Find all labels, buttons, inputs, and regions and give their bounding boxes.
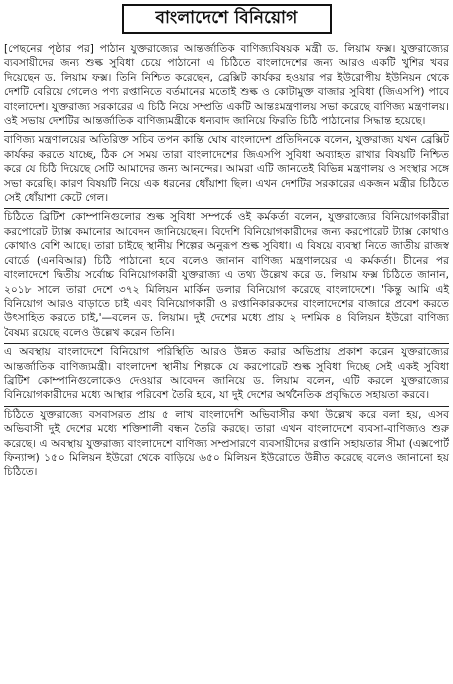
paragraph: বাণিজ্য মন্ত্রণালয়ের অতিরিক্ত সচিব তপন কান্তি ঘোষ বাংলাদেশ প্রতিদিনকে বলেন, যুক্তরাজ্য যখন ব্রেক্সিট কার্যকর করতে যাচ্ছে, ঠিক সে সময় তারা বাংলাদেশের জিএসপি সুবিধা অব্যাহত রাখার বিষয়টি নিশ্চিত করে যে চিঠি দিয়েছে সেটি আমাদের জন্য আনন্দের। আমরা এটি জানতেই বিভিন্ন মন্ত্রণালয় ও সংস্থার সঙ্গে সভা করেছি। কারণ বিষয়টি নিয়ে এক ধরনের ধোঁয়াশা ছিল। এখন দেশটির সরকারের একজন মন্ত্রীর চিঠিতে সেই ধোঁয়াশা কেটে গেল। (4, 131, 449, 205)
paragraph: এ অবস্থায় বাংলাদেশে বিনিয়োগ পরিস্থিতি আরও উন্নত করার অভিপ্রায় প্রকাশ করেন যুক্তরাজ্যের আন্তর্জাতিক বাণিজ্যমন্ত্রী। বাংলাদেশ স্থানীয় শিল্পকে যে করপোরেট শুল্ক সুবিধা দিচ্ছে সেই একই সুবিধা ব্রিটিশ কোম্পানিগুলোকেও দেওয়ার আবেদন জানিয়ে ড. লিয়াম বলেন, এটি করলে যুক্তরাজ্যের বিনিয়োগকারীদের মধ্যে আস্থার পরিবেশ তৈরি হবে, যা দুই দেশের অর্থনৈতিক প্রবৃদ্ধিতে সহায়তা করবে। (4, 343, 449, 403)
paragraph-text: পাঠান যুক্তরাজ্যের আন্তর্জাতিক বাণিজ্যবিষয়ক মন্ত্রী ড. লিয়াম ফক্স। যুক্তরাজ্যের ব্যবসায়ীদের জন্য শুল্ক সুবিধা চেয়ে পাঠানো এ চিঠিতে বাংলাদেশের জন্য আরও একটি খুশির খবর দিয়েছেন ড. লিয়াম ফক্স। তিনি নিশ্চিত করেছেন, ব্রেক্সিট কার্যকর হওয়ার পর ইউরোপীয় ইউনিয়ন থেকে দেশটি বেরিয়ে গেলেও পণ্য রপ্তানিতে বর্তমানের মতোই শুল্ক ও কোটামুক্ত বাজার সুবিধা (জিএসপি) পাবে বাংলাদেশ। যুক্তরাজ্য সরকারের এ চিঠি নিয়ে সম্প্রতি একটি আন্তঃমন্ত্রণালয় সভা করেছে বাণিজ্য মন্ত্রণালয়। ওই সভায় দেশটির আন্তর্জাতিক বাণিজ্যমন্ত্রীকে ধন্যবাদ জানিয়ে ফিরতি চিঠি পাঠানোর সিদ্ধান্ত হয়েছে। (4, 43, 449, 128)
headline: বাংলাদেশে বিনিয়োগ (155, 8, 298, 28)
paragraph (4, 42, 449, 128)
headline-box (122, 4, 332, 34)
article-body (4, 42, 449, 480)
paragraph: চিঠিতে যুক্তরাজ্যে বসবাসরত প্রায় ৫ লাখ বাংলাদেশি অভিবাসীর কথা উল্লেখ করে বলা হয়, এসব অভিবাসী দুই দেশের মধ্যে শক্তিশালী বন্ধন তৈরি করছে। তারা এখন বাংলাদেশে ব্যবসা-বাণিজ্যও শুরু করেছে। এ অবস্থায় যুক্তরাজ্য বাংলাদেশে বাণিজ্য সম্প্রসারণে ব্যবসায়ীদের রপ্তানি সহায়তার সীমা (এক্সপোর্ট ফিন্যান্স) ১৫০ মিলিয়ন ইউরো থেকে বাড়িয়ে ৬৫০ মিলিয়ন ইউরোতে উন্নীত করেছে বলেও জানানো হয় চিঠিতে। (4, 406, 449, 480)
paragraph: চিঠিতে ব্রিটিশ কোম্পানিগুলোর শুল্ক সুবিধা সম্পর্কে ওই কর্মকর্তা বলেন, যুক্তরাজ্যের বিনিয়োগকারীরা করপোরেট ট্যাক্স কমানোর আবেদন জানিয়েছেন। বিদেশি বিনিয়োগকারীদের জন্য করপোরেট ট্যাক্স কোথাও কোথাও বেশি আছে। তারা চাইছে স্থানীয় শিল্পের অনুরূপ শুল্ক সুবিধা। এ বিষয়ে ব্যবস্থা নিতে জাতীয় রাজস্ব বোর্ডে (এনবিআর) চিঠি পাঠানো হবে বলেও জানান বাণিজ্য মন্ত্রণালয়ের এ কর্মকর্তা। চীনের পর বাংলাদেশে দ্বিতীয় সর্বোচ্চ বিনিয়োগকারী যুক্তরাজ্য এ তথ্য উল্লেখ করে ড. লিয়াম ফক্স চিঠিতে জানান, ২০১৮ সালে তারা দেশে ৩৭২ মিলিয়ন মার্কিন ডলার বিনিয়োগ করেছে বাংলাদেশে। 'কিন্তু আমি এই বিনিয়োগ আরও বাড়াতে চাই এবং বিনিয়োগকারী ও রপ্তানিকারকদের বাংলাদেশের বাজারে প্রবেশ করতে উৎসাহিত করতে চাই,'—বলেন ড. লিয়াম। দুই দেশের মধ্যে প্রায় ২ দশমিক ৪ বিলিয়ন ইউরো বাণিজ্য বৈষম্য রয়েছে বলেও উল্লেখ করেন তিনি। (4, 208, 449, 340)
continued-marker: [পেছনের পৃষ্ঠার পর] (4, 43, 94, 55)
